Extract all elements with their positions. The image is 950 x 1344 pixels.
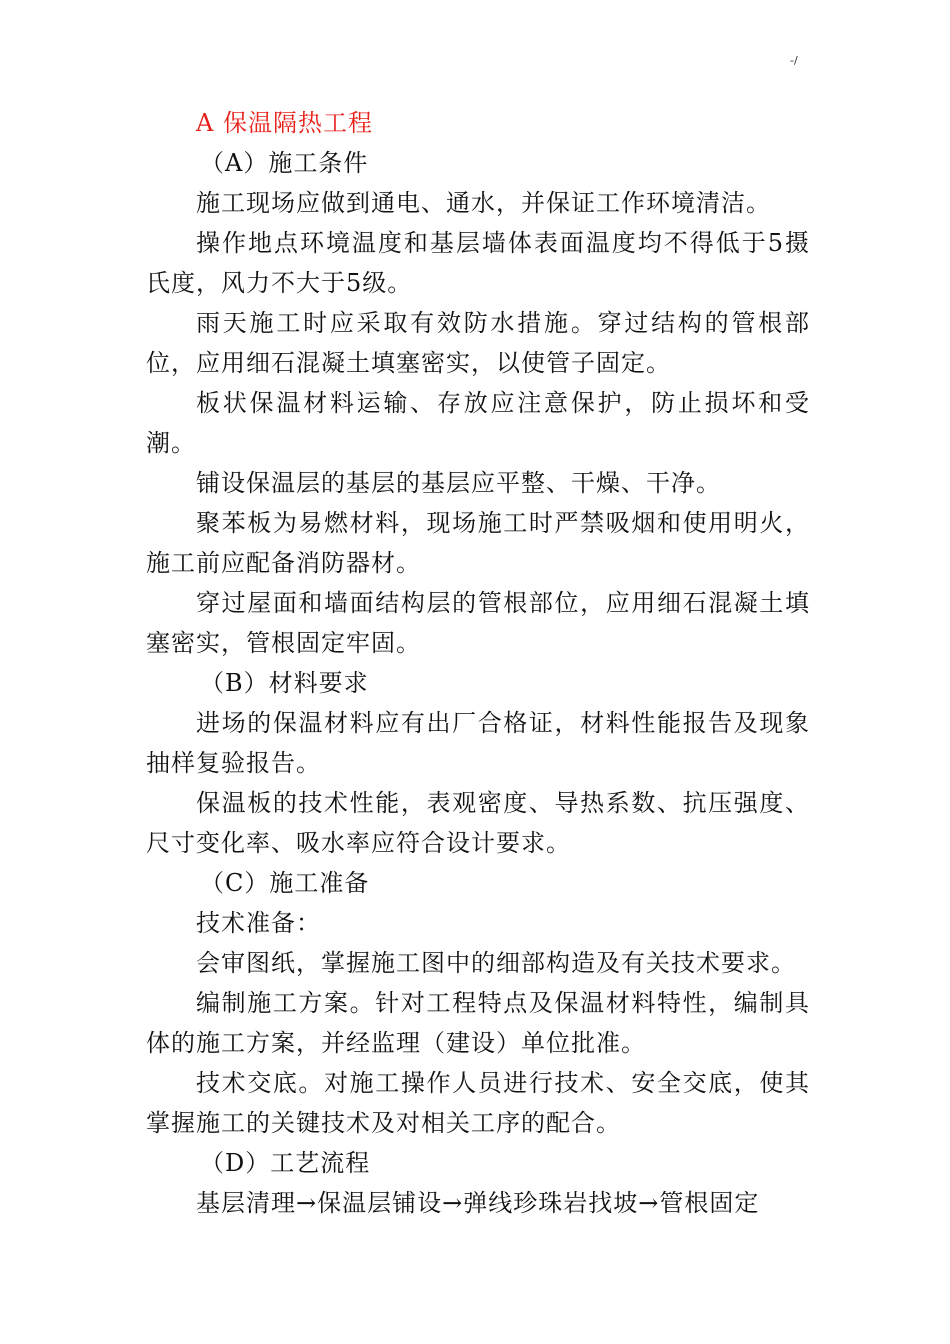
- paragraph: 施工现场应做到通电、通水，并保证工作环境清洁。: [196, 189, 771, 217]
- paragraph: 操作地点环境温度和基层墙体表面温度均不得低于5摄氏度，风力不大于5级。: [146, 229, 810, 297]
- section-heading-b: （B）材料要求: [200, 669, 369, 697]
- paragraph: 聚苯板为易燃材料，现场施工时严禁吸烟和使用明火，施工前应配备消防器材。: [146, 509, 810, 577]
- paragraph: 会审图纸，掌握施工图中的细部构造及有关技术要求。: [196, 949, 796, 977]
- paragraph: 技术准备：: [196, 909, 321, 937]
- document-body: [146, 103, 810, 1223]
- paragraph: 编制施工方案。针对工程特点及保温材料特性，编制具体的施工方案，并经监理（建设）单位批准。: [146, 989, 810, 1057]
- paragraph: 雨天施工时应采取有效防水措施。穿过结构的管根部位，应用细石混凝土填塞密实，以使管子固定。: [146, 309, 810, 377]
- paragraph: 穿过屋面和墙面结构层的管根部位，应用细石混凝土填塞密实，管根固定牢固。: [146, 589, 810, 657]
- paragraph: 进场的保温材料应有出厂合格证，材料性能报告及现象抽样复验报告。: [146, 709, 810, 777]
- section-heading-d: （D）工艺流程: [200, 1149, 371, 1177]
- page-mark: -/: [790, 54, 798, 67]
- section-heading-a: （A）施工条件: [200, 149, 369, 177]
- paragraph: 技术交底。对施工操作人员进行技术、安全交底，使其掌握施工的关键技术及对相关工序的配合。: [146, 1069, 810, 1137]
- paragraph: 板状保温材料运输、存放应注意保护，防止损坏和受潮。: [146, 389, 810, 457]
- paragraph: 铺设保温层的基层的基层应平整、干燥、干净。: [196, 469, 721, 497]
- document-title: A 保温隔热工程: [196, 109, 373, 137]
- paragraph: 保温板的技术性能，表观密度、导热系数、抗压强度、尺寸变化率、吸水率应符合设计要求。: [146, 789, 810, 857]
- section-heading-c: （C）施工准备: [200, 869, 370, 897]
- process-flow: 基层清理→保温层铺设→弹线珍珠岩找坡→管根固定: [196, 1189, 760, 1217]
